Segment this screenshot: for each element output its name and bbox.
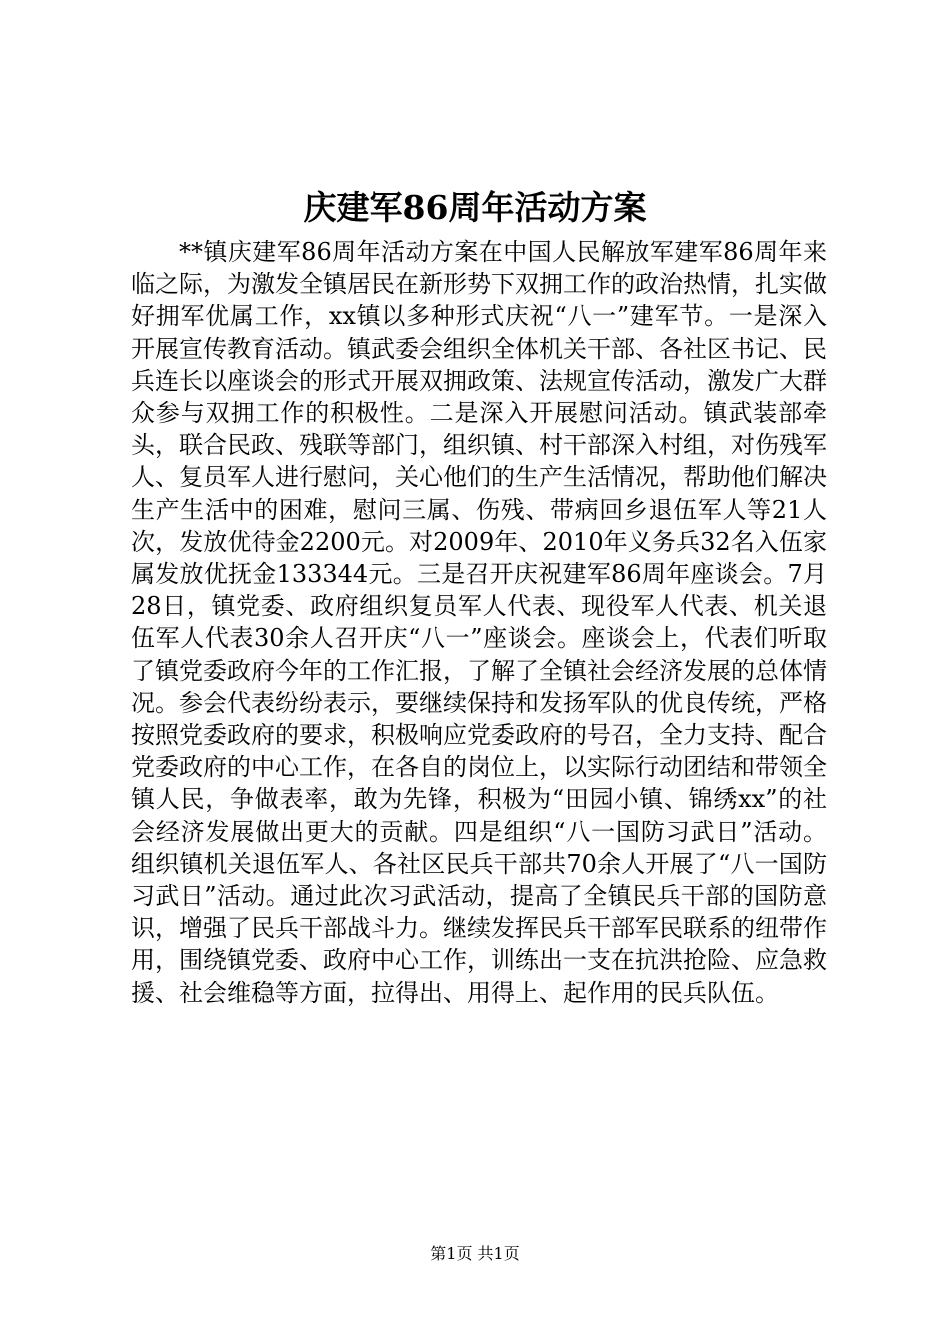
page-footer: 第1页 共1页	[430, 1244, 520, 1263]
document-title: 庆建军86周年活动方案	[303, 188, 647, 227]
document-body-paragraph: **镇庆建军86周年活动方案在中国人民解放军建军86周年来临之际，为激发全镇居民在新形势下双拥工作的政治热情，扎实做好拥军优属工作，xx镇以多种形式庆祝“八一”建军节。一是深入开展宣传教育活动。镇武委会组织全体机关干部、各社区书记、民兵连长以座谈会的形式开展双拥政策、法规宣传活动，激发广大群众参与双拥工作的积极性。二是深入开展慰问活动。镇武装部牵头，联合民政、残联等部门，组织镇、村干部深入村组，对伤残军人、复员军人进行慰问，关心他们的生产生活情况，帮助他们解决生产生活中的困难，慰问三属、伤残、带病回乡退伍军人等21人次，发放优待金2200元。对2009年、2010年义务兵32名入伍家属发放优抚金133344元。三是召开庆祝建军86周年座谈会。7月28日，镇党委、政府组织复员军人代表、现役军人代表、机关退伍军人代表30余人召开庆“八一”座谈会。座谈会上，代表们听取了镇党委政府今年的工作汇报，了解了全镇社会经济发展的总体情况。参会代表纷纷表示，要继续保持和发扬军队的优良传统，严格按照党委政府的要求，积极响应党委政府的号召，全力支持、配合党委政府的中心工作，在各自的岗位上，以实际行动团结和带领全镇人民，争做表率，敢为先锋，积极为“田园小镇、锦绣xx”的社会经济发展做出更大的贡献。四是组织“八一国防习武日”活动。组织镇机关退伍军人、各社区民兵干部共70余人开展了“八一国防习武日”活动。通过此次习武活动，提高了全镇民兵干部的国防意识，增强了民兵干部战斗力。继续发挥民兵干部军民联系的纽带作用，围绕镇党委、政府中心工作，训练出一支在抗洪抢险、应急救援、社会维稳等方面，拉得出、用得上、起作用的民兵队伍。	[131, 238, 827, 1007]
